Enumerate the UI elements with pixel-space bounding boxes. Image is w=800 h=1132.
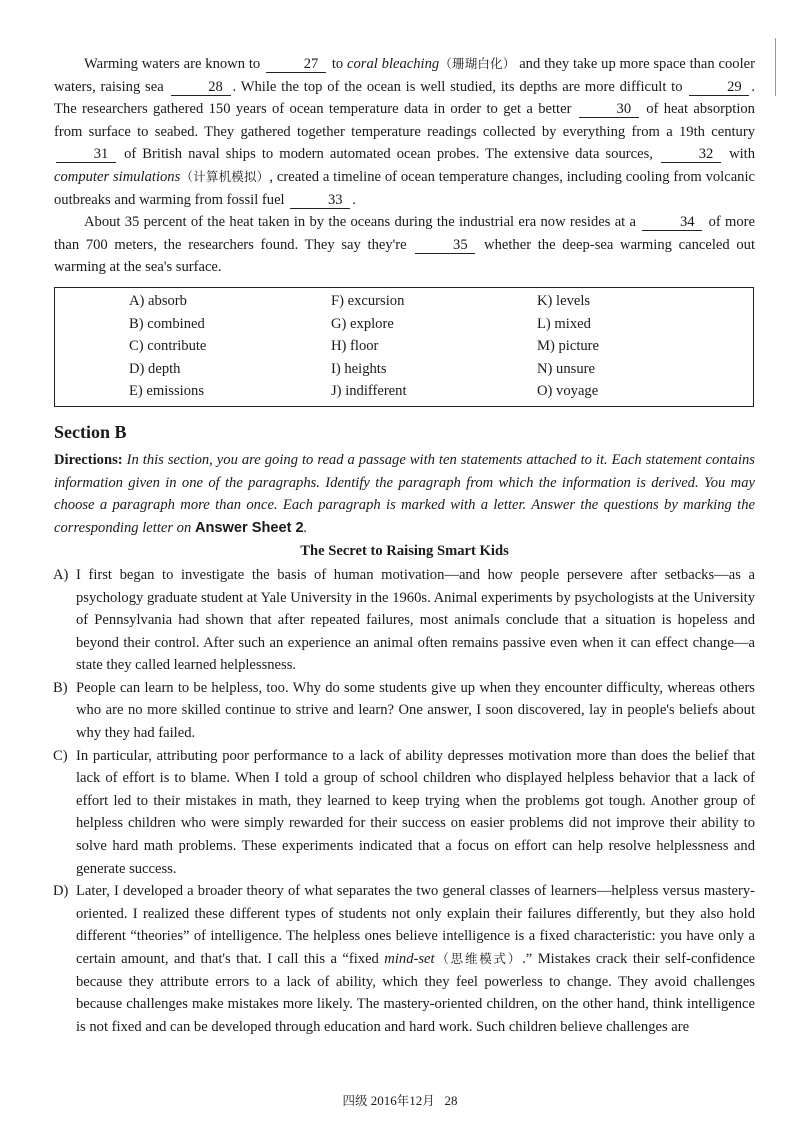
text: . [352, 191, 356, 208]
paragraph-text: .” Mistakes crack their self-confidence because they attribute errors to a lack of ability, which they feel powerless to change. They avoid challenges because challenges make mistakes more likely. The mastery-oriented children, on the other hand, think intelligence is not fixed and can be developed through education and hard work. Such children believe challenges are [76, 951, 755, 1035]
paragraph-text: People can learn to be helpless, too. Why do some students give up when they encounter difficulty, whereas others who are no more skilled continue to strive and learn? One answer, I soon discovered, lay in people's beliefs about why they had failed. [76, 679, 755, 742]
exam-page [54, 53, 755, 1038]
paragraph-letter: A) [53, 566, 69, 583]
word-option-f[interactable]: F) excursion [331, 292, 405, 309]
text: Warming waters are known to [84, 56, 261, 72]
text: of more than 700 meters, the researchers found. They say they're [54, 214, 755, 253]
passage-paragraph-a [54, 564, 755, 677]
word-bank-column-1 [129, 290, 206, 403]
text: and they take up more space than cooler waters, raising sea [54, 56, 755, 95]
blank-35[interactable]: 35 [415, 237, 475, 254]
exam-year: 2016 [370, 1093, 397, 1108]
exam-level: 四级 [342, 1093, 368, 1108]
word-bank-column-2 [331, 290, 407, 403]
text: About 35 percent of the heat taken in by the oceans during the industrial era now resides at a [84, 214, 636, 231]
blank-33[interactable]: 33 [290, 192, 350, 209]
exam-month: 12 [409, 1093, 423, 1108]
blank-28[interactable]: 28 [171, 79, 231, 96]
text: of heat absorption from surface to seabed. They gathered together temperature readings collected by everything from a 19th century [54, 101, 755, 140]
text: . While the top of the ocean is well studied, its depths are more difficult to [232, 78, 683, 95]
blank-30[interactable]: 30 [579, 101, 639, 118]
word-option-o[interactable]: O) voyage [537, 383, 599, 400]
text: with [729, 146, 756, 163]
word-option-n[interactable]: N) unsure [537, 360, 595, 377]
blank-29[interactable]: 29 [689, 79, 749, 96]
year-char: 年 [396, 1093, 410, 1108]
text: , created a timeline of ocean temperature changes, including cooling from volcanic outbreaks and warming from fossil fuel [54, 168, 755, 208]
paragraph-letter: C) [53, 747, 68, 764]
paragraph-text: I first began to investigate the basis of human motivation—and how people persevere after setbacks—as a psychology graduate student at Yale University in the 1960s. Animal experiments by psychologists at the University of Pennsylvania had shown that after repeated failures, most animals conclude that a situation is hopeless and beyond their control. After such an experience an animal often remains passive even when it can effect change—a state they called learned helplessness. [76, 566, 755, 674]
directions-label: Directions: [54, 451, 123, 468]
directions-text: In this section, you are going to read a passage with ten statements attached to it. Each statement contains information given in one of the paragraphs. Identify the paragraph from which the information is derived. You may choose a paragraph more than once. Each paragraph is marked with a letter. Answer the questions by marking the corresponding letter on [54, 451, 755, 536]
text: of British naval ships to modern automated ocean probes. The extensive data sources, [124, 146, 653, 163]
text: whether the deep-sea warming canceled out warming at the sea's surface. [54, 236, 755, 276]
paragraph-text: Later, I developed a broader theory of what separates the two general classes of learners—helpless versus mastery-oriented. I realized these different types of students not only explain their failures differently, but they also hold different “theories” of intelligence. The helpless ones believe intelligence is a fixed characteristic: you have only a certain amount, and that's that. I call this a “fixed [76, 883, 755, 967]
page-footer [0, 1090, 800, 1113]
directions-end: . [303, 519, 308, 536]
word-bank-column-3 [537, 290, 599, 403]
text: to [331, 56, 344, 72]
word-option-d[interactable]: D) depth [129, 360, 181, 377]
section-b-directions [54, 449, 755, 539]
cloze-paragraph-1 [54, 53, 755, 211]
paragraph-letter: D) [53, 883, 69, 900]
word-bank-box [54, 287, 754, 407]
page-number: 28 [444, 1093, 458, 1108]
page-edge-rule [775, 38, 776, 96]
word-option-e[interactable]: E) emissions [129, 383, 204, 400]
word-option-b[interactable]: B) combined [129, 315, 205, 332]
chinese-gloss: （计算机模拟） [180, 168, 270, 184]
word-option-l[interactable]: L) mixed [537, 315, 591, 332]
blank-27[interactable]: 27 [266, 56, 326, 73]
passage-paragraph-c [54, 745, 755, 881]
word-option-a[interactable]: A) absorb [129, 292, 187, 309]
blank-34[interactable]: 34 [642, 214, 702, 231]
paragraph-letter: B) [53, 679, 68, 696]
word-option-g[interactable]: G) explore [331, 315, 394, 332]
blank-31[interactable]: 31 [56, 146, 116, 163]
word-option-c[interactable]: C) contribute [129, 338, 207, 355]
italic-term: mind-set [384, 951, 435, 967]
blank-32[interactable]: 32 [661, 146, 721, 163]
italic-term: coral bleaching [347, 56, 440, 72]
word-option-m[interactable]: M) picture [537, 338, 600, 355]
chinese-gloss: （思维模式） [434, 951, 523, 966]
month-char: 月 [422, 1093, 435, 1108]
answer-sheet-label: Answer Sheet 2 [194, 519, 304, 536]
section-b-heading: Section B [54, 421, 127, 442]
cloze-paragraph-2 [54, 211, 755, 279]
text: . The researchers gathered 150 years of ocean temperature data in order to get a better [54, 78, 756, 118]
passage-paragraph-d [54, 880, 755, 1038]
word-option-j[interactable]: J) indifferent [331, 383, 407, 400]
paragraph-text: In particular, attributing poor performance to a lack of ability depresses motivation more than does the belief that lack of effort is to blame. When I told a group of school children who displayed helpless behavior that a lack of effort led to their mistakes in math, they learned to keep trying when the problems got tough. Another group of helpless children who were simply rewarded for their success on easier problems did not improve their ability to solve hard math problems. These experiments indicated that a focus on effort can help resolve helplessness and generate success. [76, 747, 755, 877]
chinese-gloss: （珊瑚白化） [439, 56, 516, 71]
passage-paragraph-b [54, 677, 755, 745]
word-option-i[interactable]: I) heights [331, 360, 387, 377]
word-option-k[interactable]: K) levels [537, 292, 591, 309]
italic-term: computer simulations [54, 168, 181, 185]
passage-title: The Secret to Raising Smart Kids [300, 543, 509, 560]
word-option-h[interactable]: H) floor [331, 338, 379, 355]
